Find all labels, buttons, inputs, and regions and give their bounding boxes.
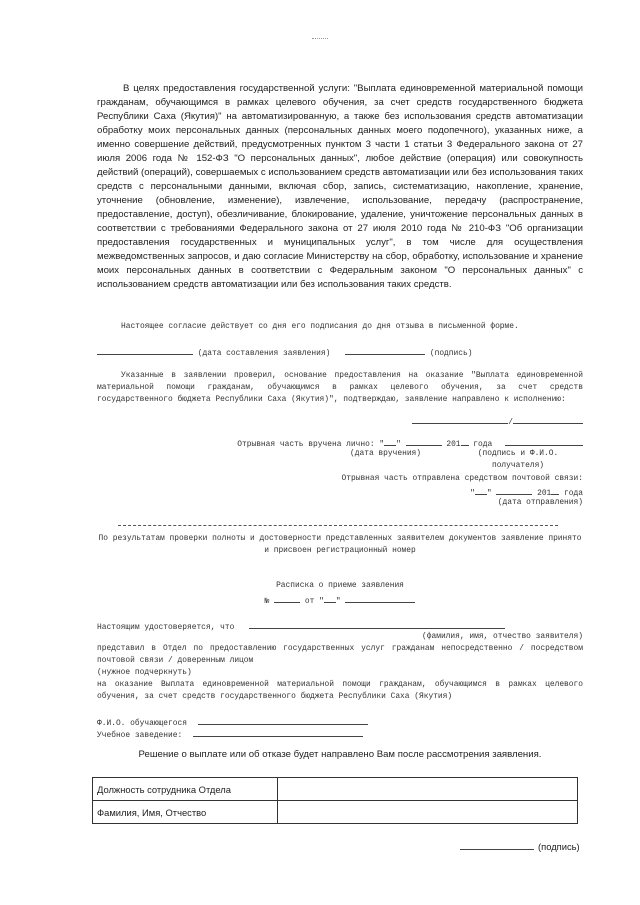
number-sign: № bbox=[264, 597, 270, 606]
year-prefix: 201 bbox=[446, 440, 461, 449]
page-top-mark bbox=[312, 38, 328, 39]
table-row bbox=[93, 778, 578, 801]
slash: / bbox=[508, 418, 513, 427]
school-row bbox=[97, 727, 583, 742]
year-line bbox=[461, 436, 469, 446]
student-label: Ф.И.О. обучающегося bbox=[97, 719, 187, 728]
verification-text: Указанные в заявлении проверил, основание предоставления на оказание "Выплата единовременной материальной помощи гражданам, обучающимся в рамках целевого обучения, за счет средств государственного бюджета Республики Саха (Якутия)", подтверждаю, заявление направлено к исполнению: bbox=[97, 371, 583, 404]
staff-name-value bbox=[278, 801, 578, 824]
month-line bbox=[345, 593, 415, 603]
quote-open: " bbox=[379, 440, 385, 449]
table-row bbox=[93, 801, 578, 824]
decision-text: Решение о выплате или об отказе будет направлено Вам после рассмотрения заявления. bbox=[138, 749, 542, 760]
quote-close: " bbox=[486, 489, 492, 498]
verifier-sign-line bbox=[412, 414, 508, 424]
day-line bbox=[324, 593, 336, 603]
validity-signature-row bbox=[97, 345, 583, 360]
sign-caption: (подпись) bbox=[429, 349, 473, 358]
receipt-body: представил в Отдел по предоставлению государственных услуг гражданам непосредственно / посредством почтовой связи / доверенным лицом bbox=[97, 644, 583, 665]
certifies-label: Настоящим удостоверяется, что bbox=[97, 623, 235, 632]
staff-position-value bbox=[278, 778, 578, 801]
year-suffix: года bbox=[473, 440, 493, 449]
handed-sign-caption: (подпись и Ф.И.О. получателя) bbox=[477, 449, 559, 470]
receipt-purpose: на оказание Выплата единовременной материальной помощи гражданам, обучающимся в рамках целевого обучения, за счет средств государственного бюджета Республики Саха (Якутия) bbox=[97, 680, 583, 701]
recipient-sign-line bbox=[505, 436, 583, 446]
final-signature-line bbox=[460, 840, 534, 850]
sign-line bbox=[345, 345, 425, 355]
receipt-title: Расписка о приеме заявления bbox=[276, 581, 404, 590]
validity-text: Настоящее согласие действует со дня его подписания до дня отзыва в письменной форме. bbox=[121, 322, 519, 331]
applicant-caption: (фамилия, имя, отчество заявителя) bbox=[422, 632, 583, 641]
school-label: Учебное заведение: bbox=[97, 731, 183, 740]
receipt-number-row bbox=[97, 593, 583, 608]
staff-position-label: Должность сотрудника Отдела bbox=[93, 778, 278, 801]
staff-name-label: Фамилия, Имя, Отчество bbox=[93, 801, 278, 824]
quote-open: " bbox=[319, 597, 324, 606]
day-line bbox=[384, 436, 396, 446]
quote-close: " bbox=[396, 440, 401, 449]
year-suffix: года bbox=[564, 489, 583, 498]
consent-paragraph: В целях предоставления государственной услуги: "Выплата единовременной материальной помощи гражданам, обучающимся в рамках целевого обучения, за счет средств государственного бюджета Республики Саха (Якутия)" на автоматизированную, а также без использования средств автоматизации обработку моих персональных данных (персональных данных моего подопечного), указанных ниже, а именно совершение действий, предусмотренных пунктом 3 части 1 статьи 3 Федерального закона от 27 июля 2006 года № 152-ФЗ "О персональных данных", любое действие (операция) или совокупность действий (операций), совершаемых с использованием средств автоматизации или без использования таких средств с персональными данными, включая сбор, запись, систематизацию, накопление, хранение, уточнение (обновление, изменение), извлечение, использование, передачу (распространение, предоставление, доступ), обезличивание, блокирование, удаление, уничтожение персональных данных в соответствии с требованиями Федерального закона от 27 июля 2010 года № 210-ФЗ "Об организации предоставления государственных и муниципальных услуг", в том числе для осуществления межведомственных запросов, и даю согласие Министерству на сбор, обработку, использование и хранение моих персональных данных в соответствии с Федеральным законом "О персональных данных" с использованием средств автоматизации или без использования таких средств. bbox=[97, 83, 583, 290]
date-caption: (дата составления заявления) bbox=[197, 349, 331, 358]
staff-table bbox=[92, 777, 578, 824]
final-signature-label: (подпись) bbox=[538, 841, 580, 852]
day-line bbox=[475, 485, 487, 495]
final-signature bbox=[460, 840, 580, 852]
month-line bbox=[406, 436, 442, 446]
quote-open: " bbox=[470, 489, 475, 498]
handed-label: Отрывная часть вручена лично: bbox=[237, 440, 375, 449]
quote-close: " bbox=[335, 597, 341, 606]
month-line bbox=[496, 485, 532, 495]
school-line bbox=[193, 727, 363, 737]
year-line bbox=[551, 485, 559, 495]
cut-line bbox=[118, 525, 558, 526]
check-result: По результатам проверки полноты и достоверности представленных заявителем документов заявление принято и присвоен регистрационный номер bbox=[98, 534, 582, 555]
handed-date-caption: (дата вручения) bbox=[350, 449, 422, 458]
receipt-note: (нужное подчеркнуть) bbox=[97, 668, 192, 677]
mailed-caption: (дата отправления) bbox=[497, 498, 583, 507]
verifier-name-line bbox=[513, 414, 583, 424]
from-label: от bbox=[304, 597, 315, 606]
verification-sign-row bbox=[97, 414, 583, 429]
year-prefix: 201 bbox=[537, 489, 552, 498]
student-line bbox=[198, 715, 368, 725]
number-line bbox=[274, 593, 300, 603]
date-line bbox=[97, 345, 193, 355]
mailed-label: Отрывная часть отправлена средством почтовой связи: bbox=[341, 474, 583, 483]
applicant-line bbox=[249, 619, 505, 629]
